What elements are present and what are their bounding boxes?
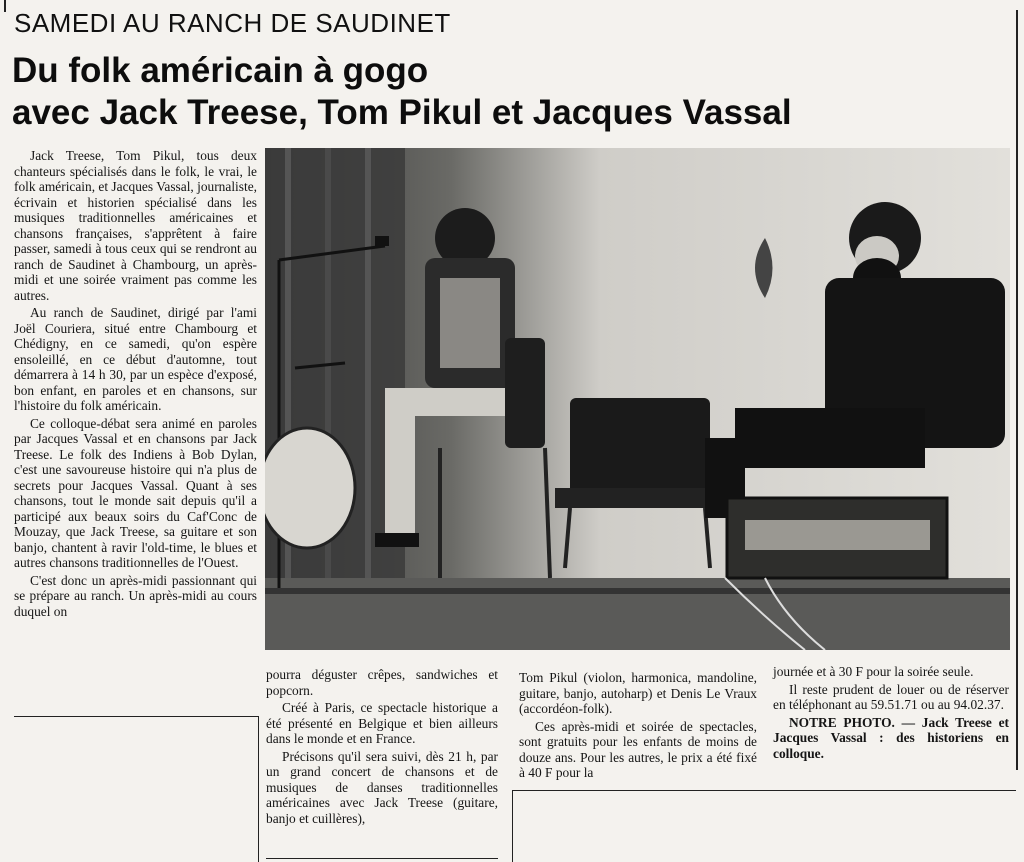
stage-edge — [265, 588, 1010, 594]
article-column-2 — [266, 667, 498, 828]
col1-bottom-rule — [14, 716, 258, 717]
article-kicker: SAMEDI AU RANCH DE SAUDINET — [14, 8, 451, 38]
headline-line-2: avec Jack Treese, Tom Pikul et Jacques Vassal — [12, 93, 792, 132]
person-legs — [385, 388, 415, 538]
col4-paragraph-1: journée et à 30 F pour la soirée seule. — [773, 664, 974, 679]
col3-paragraph-2: Ces après-midi et soirée de spectacles, sont gratuits pour les enfants de moins de douze ans. Pour les autres, le prix a été fixé à 40 F pour la — [519, 718, 757, 780]
col1-paragraph-3: Ce colloque-débat sera animé en paroles par Jacques Vassal et en chansons par Jack Treese. Le folk des Indiens à Bob Dylan, c'est une savoureuse histoire qui n'a plus de secrets pour Jacques Vassal. Quant à ses chansons, tout le monde sait depuis qu'il a participé aux beaux soirs du Caf'Conc de Mouzay, que Jack Treese, sa guitare et son banjo, chantent à ravir l'old-time, le blues et autres chansons traditionnelles de l'Ouest. — [14, 415, 257, 570]
person-vest — [440, 278, 500, 368]
headline-line-1: Du folk américain à gogo — [12, 51, 429, 90]
col2-paragraph-3: Précisons qu'il sera suivi, dès 21 h, par un grand concert de chansons et de musiques de danses traditionnelles américaines avec Jack Treese (guitare, banjo et cuillères), — [266, 748, 498, 826]
article-column-1 — [14, 148, 257, 621]
amplifier-panel — [745, 520, 930, 550]
col2-bottom-rule — [266, 858, 498, 859]
cols34-bottom-rule — [512, 790, 1016, 791]
col4-paragraph-2: Il reste prudent de louer ou de réserver en téléphonant au 59.51.71 ou au 94.02.37. — [773, 681, 1009, 712]
person-legs — [735, 408, 925, 468]
article-headline — [12, 50, 1012, 134]
col3-paragraph-1: Tom Pikul (violon, harmonica, mandoline, guitare, banjo, autoharp) et Denis Le Vraux (accordéon-folk). — [519, 670, 757, 716]
col1-paragraph-4: C'est donc un après-midi passionnant qui se prépare au ranch. Un après-midi au cours duquel on — [14, 572, 257, 619]
col1-paragraph-2: Au ranch de Saudinet, dirigé par l'ami Joël Couriera, situé entre Chambourg et Chédigny, en ce samedi, qu'on espère ensoleillé, en ce début d'automne, tout démarrera à 14 h 30, par un espèce d'exposé, bon enfant, en paroles et en chansons, sur l'histoire du folk américain. — [14, 305, 257, 413]
article-photo — [265, 148, 1010, 650]
curtain-fold — [365, 148, 371, 578]
cols34-bottom-tick — [512, 790, 513, 862]
right-border-rule — [1016, 10, 1018, 770]
article-column-4 — [773, 664, 1009, 763]
col2-paragraph-2: Créé à Paris, ce spectacle historique a été présenté en Belgique et bien ailleurs dans le monde et en France. — [266, 700, 498, 746]
drum-shape — [265, 428, 355, 548]
chair-back — [505, 338, 545, 448]
article-column-3 — [519, 670, 757, 783]
left-border-rule — [4, 0, 6, 12]
person-shoe — [375, 533, 419, 547]
microphone — [375, 236, 389, 246]
photo-caption — [773, 715, 1009, 762]
col2-paragraph-1: pourra déguster crêpes, sandwiches et popcorn. — [266, 667, 498, 698]
photo-illustration — [265, 148, 1010, 650]
col1-bottom-tick — [258, 716, 259, 862]
photo-caption-text: NOTRE PHOTO. — Jack Treese et Jacques Vassal : des historiens en colloque. — [773, 714, 1009, 761]
empty-chair-seat — [555, 488, 715, 508]
col1-paragraph-1: Jack Treese, Tom Pikul, tous deux chanteurs spécialisés dans le folk, le vrai, le folk américain, et Jacques Vassal, journaliste, écrivain et historien spécialisé dans les musiques traditionnelles américaines et chansons françaises, s'apprêtent à faire passer, samedi à tous ceux qui se rendront au ranch de Saudinet à Chambourg, un après-midi et une soirée vraiment pas comme les autres. — [14, 148, 257, 303]
